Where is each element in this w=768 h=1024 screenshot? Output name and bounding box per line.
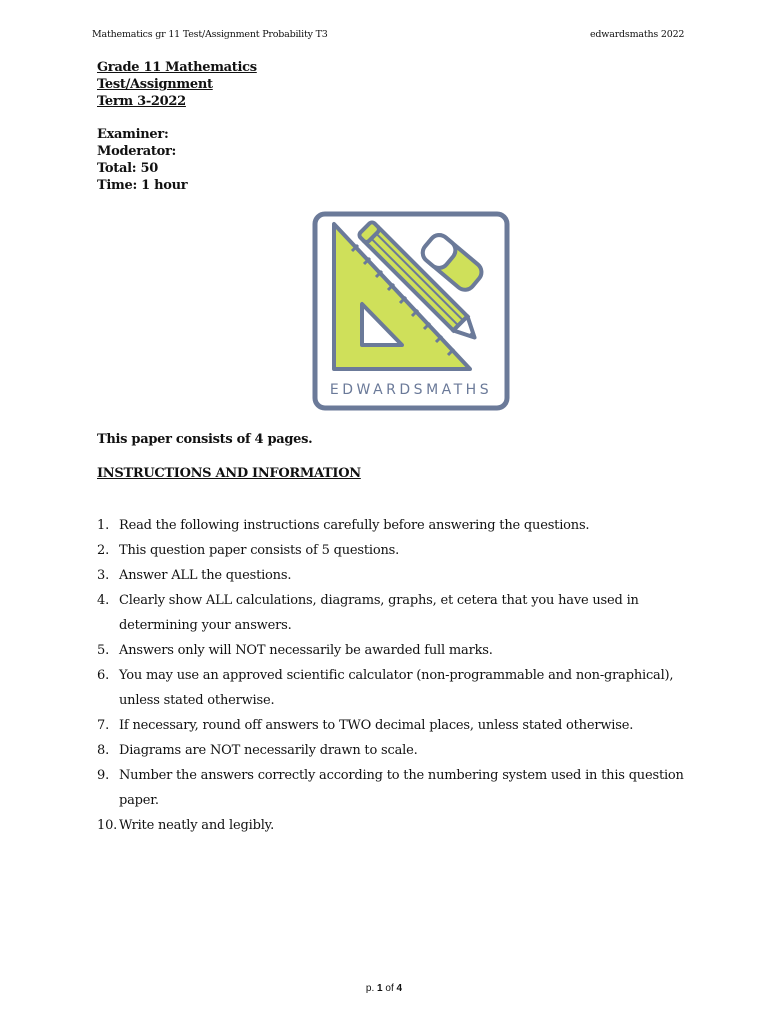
instruction-item (97, 763, 717, 813)
time-label: Time: 1 hour (97, 178, 188, 193)
edwardsmaths-logo (312, 211, 510, 411)
instruction-item (97, 588, 717, 638)
footer-page: 1 (377, 983, 383, 994)
instruction-number: 10. (97, 818, 118, 833)
instruction-text: Write neatly and legibly. (119, 818, 275, 833)
instruction-number: 8. (97, 743, 110, 758)
instruction-text: Number the answers correctly according to the numbering system used in this question paper. (119, 768, 684, 808)
instructions-heading: INSTRUCTIONS AND INFORMATION (97, 466, 361, 481)
instruction-item (97, 713, 717, 738)
instruction-text: This question paper consists of 5 questions. (119, 543, 400, 558)
instruction-text: You may use an approved scientific calculator (non-programmable and non-graphical), unless stated otherwise. (119, 668, 674, 708)
instruction-item (97, 813, 717, 838)
total-label: Total: 50 (97, 161, 158, 176)
instruction-item (97, 663, 717, 713)
instruction-number: 1. (97, 518, 110, 533)
title-block (97, 59, 257, 194)
instruction-text: If necessary, round off answers to TWO decimal places, unless stated otherwise. (119, 718, 634, 733)
title-term: Term 3-2022 (97, 94, 186, 109)
header-left: Mathematics gr 11 Test/Assignment Probability T3 (92, 29, 328, 40)
logo-text: EDWARDSMATHS (329, 382, 493, 398)
instruction-item (97, 563, 717, 588)
instruction-number: 3. (97, 568, 110, 583)
page-footer (0, 983, 768, 994)
moderator-label: Moderator: (97, 144, 177, 159)
header-right: edwardsmaths 2022 (590, 29, 685, 40)
instruction-number: 6. (97, 668, 110, 683)
instruction-number: 7. (97, 718, 110, 733)
instruction-text: Answers only will NOT necessarily be awarded full marks. (119, 643, 493, 658)
instruction-number: 9. (97, 768, 110, 783)
pages-note: This paper consists of 4 pages. (97, 432, 313, 447)
footer-of: of (382, 983, 397, 994)
footer-prefix: p. (365, 983, 378, 994)
instruction-number: 2. (97, 543, 110, 558)
instruction-text: Clearly show ALL calculations, diagrams, graphs, et cetera that you have used in determining your answers. (119, 593, 639, 633)
instruction-number: 4. (97, 593, 110, 608)
title-grade: Grade 11 Mathematics (97, 60, 257, 75)
footer-total: 4 (396, 983, 403, 994)
instruction-item (97, 513, 717, 538)
instruction-item (97, 538, 717, 563)
title-type: Test/Assignment (97, 77, 213, 92)
instruction-text: Answer ALL the questions. (119, 568, 292, 583)
instruction-item (97, 638, 717, 663)
examiner-label: Examiner: (97, 127, 169, 142)
instruction-text: Diagrams are NOT necessarily drawn to scale. (119, 743, 418, 758)
instructions-list (97, 513, 717, 838)
instruction-number: 5. (97, 643, 110, 658)
instruction-item (97, 738, 717, 763)
instruction-text: Read the following instructions carefully before answering the questions. (119, 518, 590, 533)
